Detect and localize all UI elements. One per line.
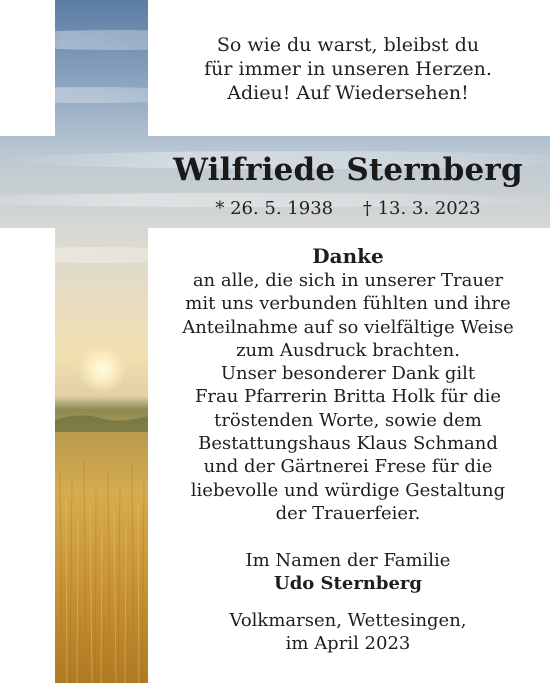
thanks-line: an alle, die sich in unserer Trauer <box>192 270 504 291</box>
verse <box>148 33 548 105</box>
thanks-heading: Danke <box>312 244 384 268</box>
thanks-line: zum Ausdruck brachten. <box>236 339 460 361</box>
name-box <box>148 138 548 228</box>
verse-line: Adieu! Auf Wiedersehen! <box>227 82 469 104</box>
death-date: † 13. 3. 2023 <box>362 198 481 219</box>
verse-line: So wie du warst, bleibst du <box>216 34 480 56</box>
place-date <box>148 609 548 655</box>
family-intro: Im Namen der Familie <box>245 550 451 571</box>
thanks-line: Unser besonderer Dank gilt <box>220 363 476 385</box>
thanks-text <box>148 244 548 525</box>
birth-date: * 26. 5. 1938 <box>215 198 334 219</box>
verse-line: für immer in unseren Herzen. <box>204 58 492 80</box>
family-signature <box>148 549 548 595</box>
signature-name: Udo Sternberg <box>274 573 422 594</box>
thanks-line: und der Gärtnerei Frese für die <box>203 456 493 478</box>
thanks-line: tröstenden Worte, sowie dem <box>214 409 482 431</box>
place-location: Volkmarsen, Wettesingen, <box>229 610 467 631</box>
thanks-line: Bestattungshaus Klaus Schmand <box>198 433 498 455</box>
thanks-line: mit uns verbunden fühlten und ihre <box>185 293 511 315</box>
deceased-name: Wilfriede Sternberg <box>173 152 523 188</box>
thanks-line: der Trauerfeier. <box>275 502 421 524</box>
place-month: im April 2023 <box>285 633 411 654</box>
thanks-line: Frau Pfarrerin Britta Holk für die <box>194 386 502 408</box>
thanks-line: liebevolle und würdige Gestaltung <box>190 479 506 501</box>
life-dates <box>148 198 548 219</box>
thanks-line: Anteilnahme auf so vielfältige Weise <box>182 316 514 338</box>
